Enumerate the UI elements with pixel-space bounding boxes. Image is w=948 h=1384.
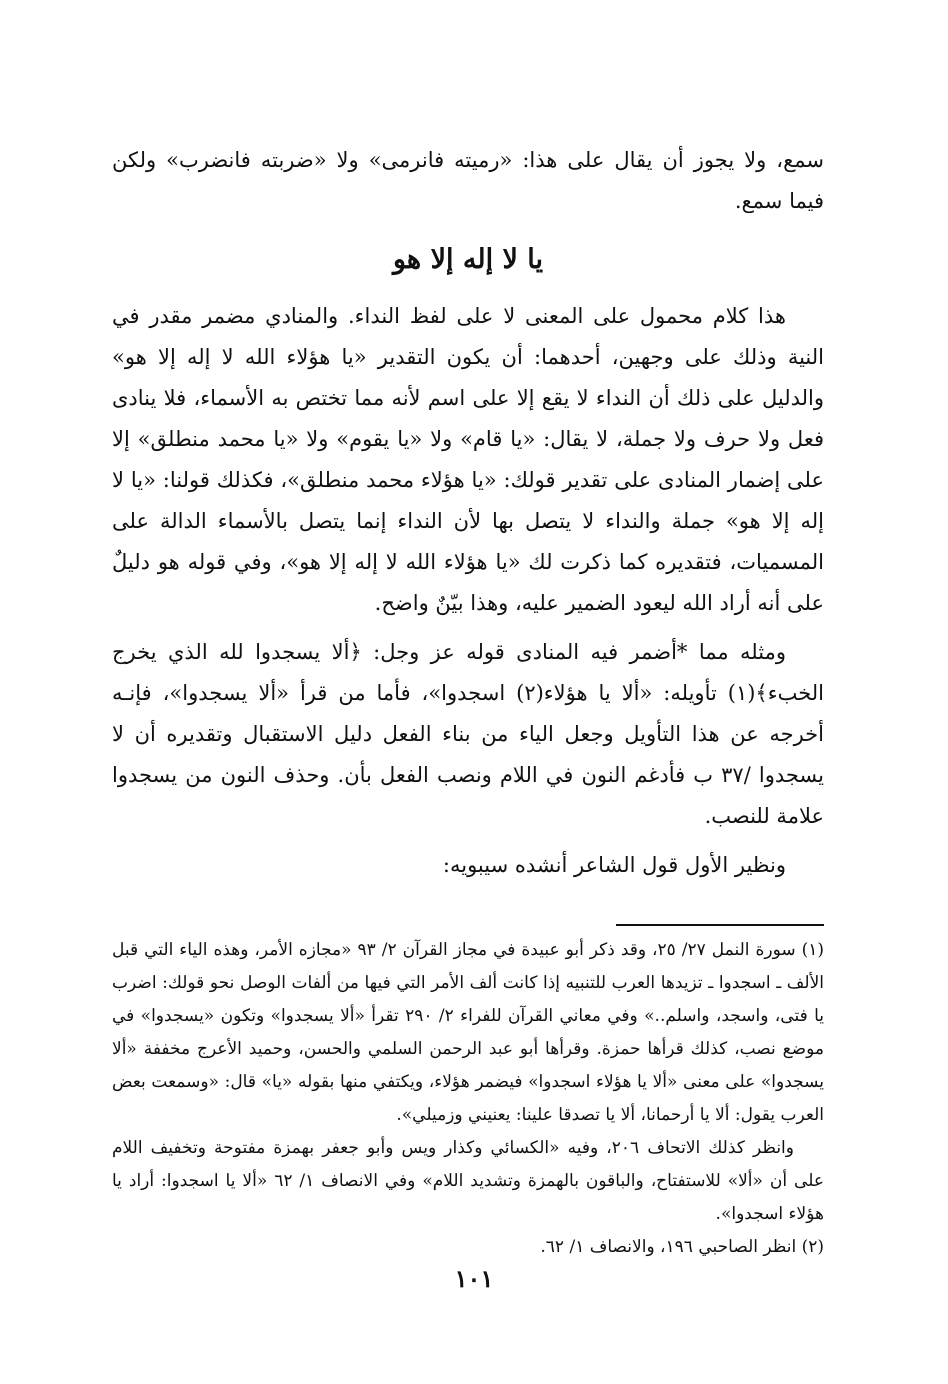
footnote-divider [616, 924, 824, 926]
paragraph-poetry-intro: ونظير الأول قول الشاعر أنشده سيبويه: [442, 853, 786, 877]
footnotes-section [112, 934, 824, 1264]
page-body [112, 140, 824, 1264]
footnote-1-continuation: وانظر كذلك الاتحاف ٢٠٦، وفيه «الكسائي وكذار ويس وأبو جعفر بهمزة مفتوحة وتخفيف اللام على أن «ألا» للاستفتاح، والباقون بالهمزة وتشديد اللام» وفي الانصاف ١/ ٦٢ «ألا يا اسجدوا: أراد يا هؤلاء اسجدوا». [112, 1138, 824, 1224]
footnote-2: (٢) انظر الصاحبي ١٩٦، والانصاف ١/ ٦٢. [540, 1237, 824, 1257]
paragraph-explanation: هذا كلام محمول على المعنى لا على لفظ النداء. والمنادي مضمر مقدر في النية وذلك على وجهين، أحدهما: أن يكون التقدير «يا هؤلاء الله لا إله إلا هو» والدليل على ذلك أن النداء لا يقع إلا على اسم لأنه مما تختص به الأسماء، فلا ينادى فعل ولا حرف ولا جملة، لا يقال: «يا قام» ولا «يا يقوم» ولا «يا محمد منطلق» إلا على إضمار المنادى على تقدير قولك: «يا هؤلاء محمد منطلق»، فكذلك قولنا: «يا لا إله إلا هو» جملة والنداء لا يتصل بها لأن النداء إنما يتصل بالأسماء الدالة على المسميات، فتقديره كما ذكرت لك «يا هؤلاء الله لا إله إلا هو»، وفي قوله هو دليلٌ على أنه أراد الله ليعود الضمير عليه، وهذا بيّنٌ واضح. [112, 304, 824, 615]
page-number: ١٠١ [454, 1264, 494, 1293]
footnote-1: (١) سورة النمل ٢٧/ ٢٥، وقد ذكر أبو عبيدة في مجاز القرآن ٢/ ٩٣ «مجازه الأمر، وهذه الياء التي قبل الألف ـ اسجدوا ـ تزيدها العرب للتنبيه إذا كانت ألف الأمر التي فيها من ألفات الوصل نحو قولك: اضرب يا فتى، واسجد، واسلم..» وفي معاني القرآن للفراء ٢/ ٢٩٠ تقرأ «ألا يسجدوا» وتكون «يسجدوا» في موضع نصب، كذلك قرأها حمزة. وقرأها أبو عبد الرحمن السلمي والحسن، وحميد الأعرج مخففة «ألا يسجدوا» على معنى «ألا يا هؤلاء اسجدوا» فيضمر هؤلاء، ويكتفي منها بقوله «يا» قال: «وسمعت بعض العرب يقول: ألا يا أرحمانا، ألا يا تصدقا علينا: يعنيني وزميلي». [112, 940, 824, 1125]
section-heading: يا لا إله إلا هو [392, 244, 544, 275]
paragraph-continuation: سمع، ولا يجوز أن يقال على هذا: «رميته فانرمى» ولا «ضربته فانضرب» ولكن فيما سمع. [112, 148, 824, 213]
paragraph-example: ومثله مما *أضمر فيه المنادى قوله عز وجل: ﴿ألا يسجدوا لله الذي يخرج الخبء﴾(١) تأويله: «ألا يا هؤلاء(٢) اسجدوا»، فأما من قرأ «ألا يسجدوا»، فإنـه أخرجه عن هذا التأويل وجعل الياء من بناء الفعل دليل الاستقبال وتقديره أن لا يسجدوا /٣٧ ب فأدغم النون في اللام ونصب الفعل بأن. وحذف النون من يسجدوا علامة للنصب. [112, 640, 825, 828]
